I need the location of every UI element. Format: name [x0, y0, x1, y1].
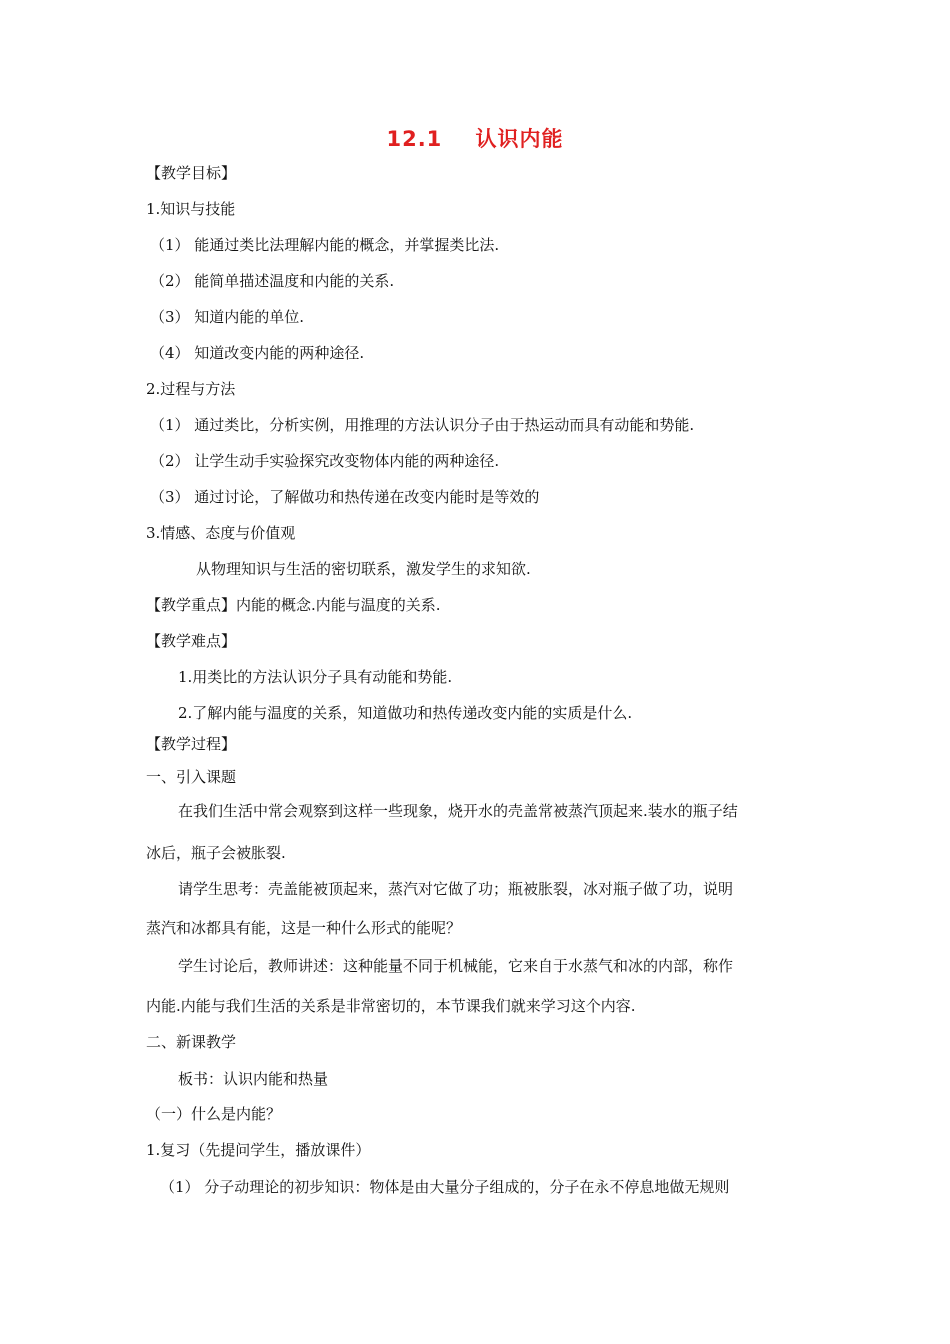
- subsection-review: 1.复习（先提问学生，播放课件）: [146, 1141, 371, 1159]
- paragraph-line: 蒸汽和冰都具有能，这是一种什么形式的能呢？: [146, 919, 462, 937]
- list-item: （3） 知道内能的单位.: [150, 308, 305, 326]
- paragraph-line: 请学生思考：壳盖能被顶起来，蒸汽对它做了功；瓶被胀裂，冰对瓶子做了功，说明: [178, 880, 734, 898]
- list-item: （4） 知道改变内能的两种途径.: [150, 344, 365, 362]
- section-emotion-attitude: 3.情感、态度与价值观: [146, 524, 296, 542]
- section-new-lesson: 二、新课教学: [146, 1033, 237, 1051]
- list-item: 2.了解内能与温度的关系，知道做功和热传递改变内能的实质是什么.: [178, 704, 633, 722]
- heading-teaching-objectives: 【教学目标】: [146, 164, 237, 182]
- paragraph-line: 在我们生活中常会观察到这样一些现象，烧开水的壳盖常被蒸汽顶起来.装水的瓶子结: [178, 802, 738, 820]
- section-knowledge-skills: 1.知识与技能: [146, 200, 236, 218]
- paragraph: 从物理知识与生活的密切联系，激发学生的求知欲.: [196, 560, 531, 578]
- document-title: 12.1 认识内能: [386, 127, 564, 151]
- paragraph-line: 内能.内能与我们生活的关系是非常密切的，本节课我们就来学习这个内容.: [146, 997, 636, 1015]
- section-process-methods: 2.过程与方法: [146, 380, 236, 398]
- paragraph-line: 学生讨论后，教师讲述：这种能量不同于机械能，它来自于水蒸气和冰的内部，称作: [178, 957, 734, 975]
- list-item: （2） 能简单描述温度和内能的关系.: [150, 272, 395, 290]
- paragraph-line: 冰后，瓶子会被胀裂.: [146, 844, 286, 862]
- paragraph: 板书：认识内能和热量: [178, 1070, 329, 1088]
- list-item: （3） 通过讨论，了解做功和热传递在改变内能时是等效的: [150, 488, 540, 506]
- section-introduction: 一、引入课题: [146, 768, 237, 786]
- heading-key-points: 【教学重点】内能的概念.内能与温度的关系.: [146, 596, 441, 614]
- heading-difficulties: 【教学难点】: [146, 632, 237, 650]
- list-item: （2） 让学生动手实验探究改变物体内能的两种途径.: [150, 452, 500, 470]
- list-item: 1.用类比的方法认识分子具有动能和势能.: [178, 668, 453, 686]
- heading-teaching-process: 【教学过程】: [146, 735, 237, 753]
- list-item: （1） 分子动理论的初步知识：物体是由大量分子组成的，分子在永不停息地做无规则: [160, 1178, 730, 1196]
- list-item: （1） 通过类比，分析实例，用推理的方法认识分子由于热运动而具有动能和势能.: [150, 416, 695, 434]
- subsection-what-is-internal-energy: （一）什么是内能？: [146, 1105, 282, 1123]
- list-item: （1） 能通过类比法理解内能的概念，并掌握类比法.: [150, 236, 500, 254]
